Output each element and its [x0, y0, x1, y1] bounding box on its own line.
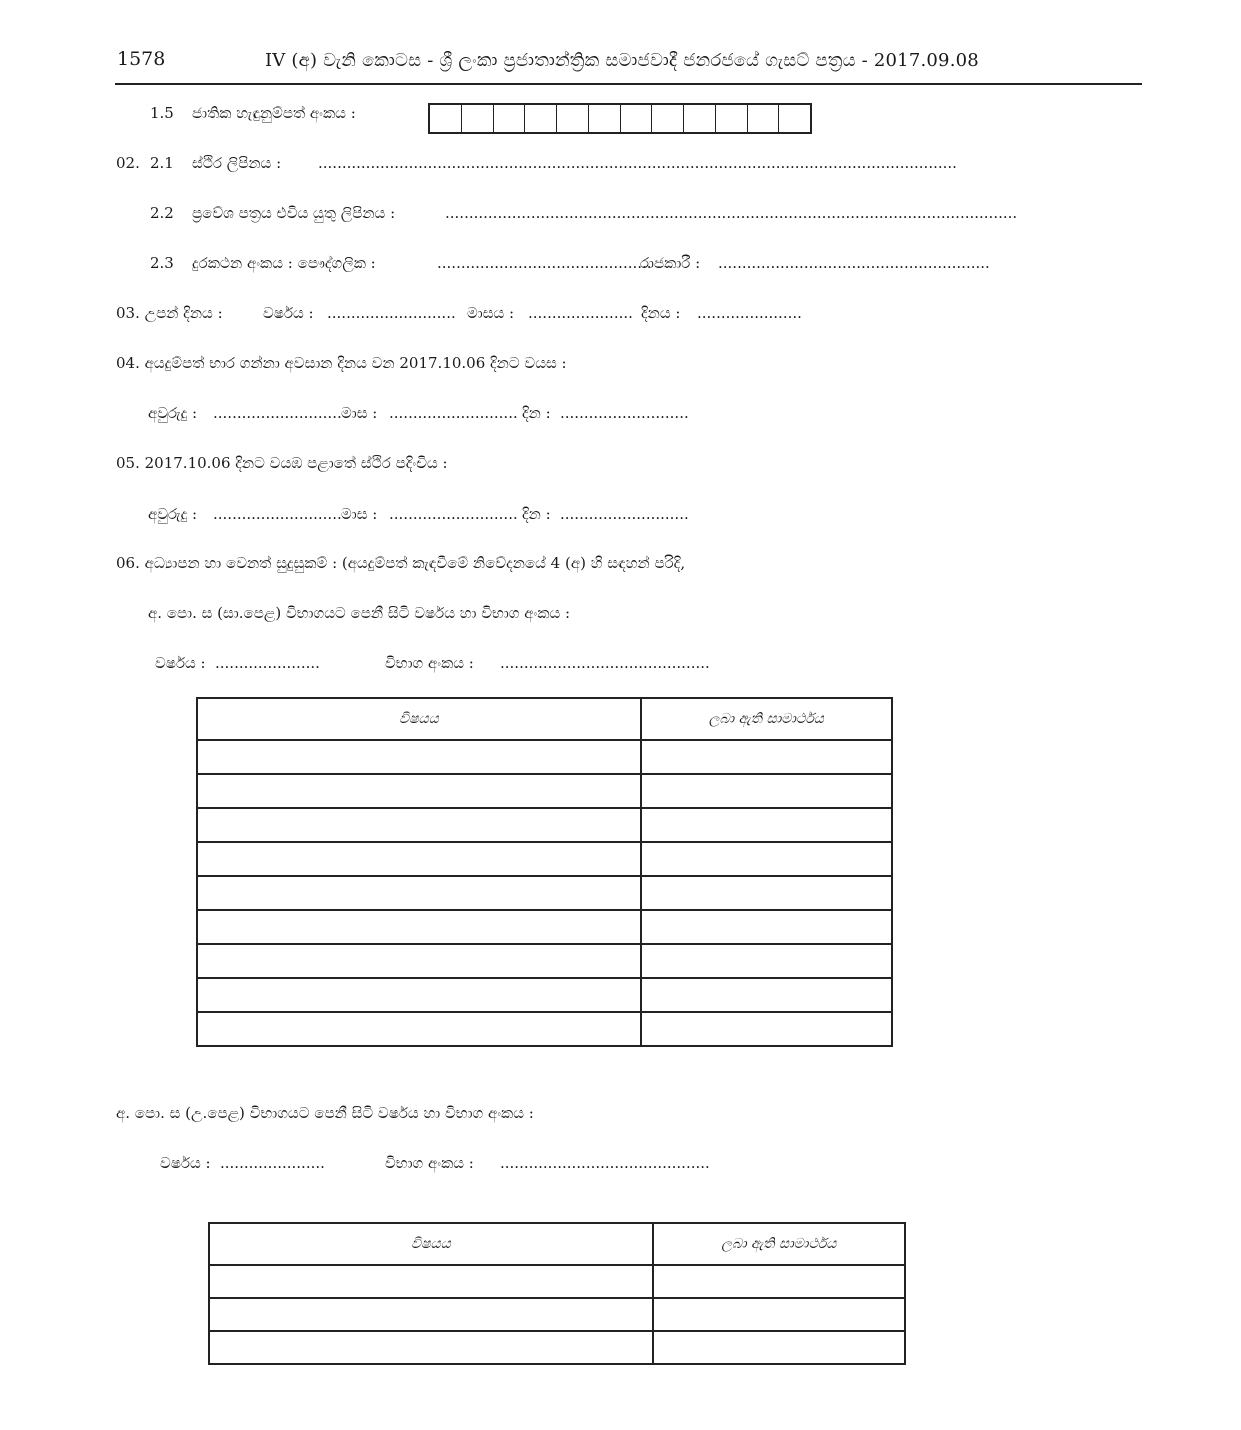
admission-address-label: ප්‍රවේශ පත්‍රය එවිය යුතු ලිපිනය :: [192, 204, 396, 222]
subject-column-header: විෂයය: [209, 1223, 653, 1265]
nic-box[interactable]: [557, 105, 589, 132]
dob-year-field[interactable]: ...........................: [327, 304, 456, 322]
table-row: [197, 740, 892, 774]
table-row: [197, 876, 892, 910]
gazette-header-title: IV (අ) වැනි කොටස - ශ්‍රී ලංකා ප්‍රජාතාන්ත්‍රික සමාජවාදී ජනරජයේ ගැසට් පත්‍රය - 2017.09.08: [265, 50, 979, 71]
nic-number-boxes[interactable]: [428, 103, 812, 134]
ol-index-field[interactable]: ............................................: [500, 654, 710, 672]
grade-cell[interactable]: [653, 1265, 905, 1298]
table-row: [197, 910, 892, 944]
grade-cell[interactable]: [653, 1331, 905, 1364]
item-2-3-number: 2.3: [150, 254, 174, 272]
nic-box[interactable]: [621, 105, 653, 132]
residence-days-field[interactable]: ...........................: [560, 505, 689, 523]
nic-box[interactable]: [494, 105, 526, 132]
al-exam-line: අ. පො. ස (උ.පෙළ) විභාගයට පෙනී සිටි වර්ෂය හා විභාග අංකය :: [116, 1104, 534, 1122]
nic-box[interactable]: [430, 105, 462, 132]
age-years-label: අවුරුදු :: [148, 404, 198, 422]
subject-cell[interactable]: [197, 740, 641, 774]
subject-cell[interactable]: [197, 774, 641, 808]
dob-label: 03. උපන් දිනය :: [116, 304, 223, 322]
dob-month-field[interactable]: ......................: [528, 304, 633, 322]
residence-years-label: අවුරුදු :: [148, 505, 198, 523]
grade-column-header: ලබා ඇති සාමාර්ථය: [653, 1223, 905, 1265]
table-row: [197, 842, 892, 876]
al-index-field[interactable]: ............................................: [500, 1154, 710, 1172]
subject-cell[interactable]: [209, 1265, 653, 1298]
nic-box[interactable]: [525, 105, 557, 132]
table-row: [209, 1298, 905, 1331]
dob-day-label: දිනය :: [641, 304, 681, 322]
page-number: 1578: [117, 48, 166, 70]
grade-cell[interactable]: [641, 1012, 892, 1046]
age-label: 04. අයදුම්පත් භාර ගන්නා අවසාන දිනය වන 2017.10.06 දිනට වයස :: [116, 354, 567, 372]
age-days-field[interactable]: ...........................: [560, 404, 689, 422]
age-months-field[interactable]: ...........................: [389, 404, 518, 422]
table-row: [209, 1331, 905, 1364]
admission-address-field[interactable]: ........................................................................................................................: [445, 204, 1018, 222]
grade-column-header: ලබා ඇති සාමාර්ථය: [641, 698, 892, 740]
dob-month-label: මාසය :: [467, 304, 515, 322]
education-label: 06. අධ්‍යාපන හා වෙනත් සුදුසුකම් : (අයදුම්පත් කැඳවීමේ නිවේදනයේ 4 (අ) හි සඳහන් පරිදි,: [116, 554, 686, 572]
table-row: [197, 1012, 892, 1046]
al-results-table: [208, 1222, 906, 1365]
table-row: [197, 944, 892, 978]
table-header-row: [197, 698, 892, 740]
nic-box[interactable]: [589, 105, 621, 132]
nic-box[interactable]: [462, 105, 494, 132]
nic-box[interactable]: [684, 105, 716, 132]
nic-label: ජාතික හැඳුනුම්පත් අංකය :: [192, 104, 356, 122]
table-row: [209, 1265, 905, 1298]
subject-cell[interactable]: [197, 978, 641, 1012]
item-2-1-number: 2.1: [150, 154, 174, 172]
permanent-address-label: ස්ථිර ලිපිනය :: [192, 154, 282, 172]
ol-year-field[interactable]: ......................: [215, 654, 320, 672]
subject-cell[interactable]: [197, 910, 641, 944]
age-days-label: දින :: [522, 404, 551, 422]
phone-office-label: රාජකාරී :: [640, 254, 701, 272]
phone-personal-field[interactable]: .............................................: [437, 254, 652, 272]
ol-year-label: වර්ෂය :: [155, 654, 206, 672]
nic-box[interactable]: [779, 105, 810, 132]
grade-cell[interactable]: [641, 944, 892, 978]
residence-days-label: දින :: [522, 505, 551, 523]
table-header-row: [209, 1223, 905, 1265]
grade-cell[interactable]: [641, 978, 892, 1012]
grade-cell[interactable]: [641, 808, 892, 842]
table-row: [197, 978, 892, 1012]
item-1-5-number: 1.5: [150, 104, 174, 122]
dob-day-field[interactable]: ......................: [697, 304, 802, 322]
phone-office-field[interactable]: .........................................................: [718, 254, 990, 272]
al-year-label: වර්ෂය :: [160, 1154, 211, 1172]
age-months-label: මාස :: [341, 404, 378, 422]
residence-months-label: මාස :: [341, 505, 378, 523]
permanent-address-field[interactable]: ......................................................................................................................................: [318, 154, 957, 172]
subject-cell[interactable]: [197, 842, 641, 876]
header-divider: [115, 83, 1142, 85]
ol-exam-line: අ. පො. ස (සා.පෙළ) විභාගයට පෙනී සිටි වර්ෂය හා විභාග අංකය :: [148, 604, 571, 622]
ol-results-table: [196, 697, 893, 1047]
nic-box[interactable]: [652, 105, 684, 132]
age-years-field[interactable]: ...........................: [213, 404, 342, 422]
grade-cell[interactable]: [641, 774, 892, 808]
dob-year-label: වර්ෂය :: [263, 304, 314, 322]
subject-cell[interactable]: [197, 1012, 641, 1046]
al-year-field[interactable]: ......................: [220, 1154, 325, 1172]
grade-cell[interactable]: [641, 876, 892, 910]
subject-cell[interactable]: [197, 808, 641, 842]
subject-cell[interactable]: [197, 944, 641, 978]
residence-years-field[interactable]: ...........................: [213, 505, 342, 523]
grade-cell[interactable]: [653, 1298, 905, 1331]
al-index-label: විභාග අංකය :: [385, 1154, 474, 1172]
item-2-number: 02.: [116, 154, 140, 172]
subject-cell[interactable]: [209, 1298, 653, 1331]
subject-cell[interactable]: [197, 876, 641, 910]
nic-box[interactable]: [748, 105, 780, 132]
ol-index-label: විභාග අංකය :: [385, 654, 474, 672]
residence-months-field[interactable]: ...........................: [389, 505, 518, 523]
subject-column-header: විෂයය: [197, 698, 641, 740]
grade-cell[interactable]: [641, 910, 892, 944]
grade-cell[interactable]: [641, 740, 892, 774]
subject-cell[interactable]: [209, 1331, 653, 1364]
table-row: [197, 774, 892, 808]
phone-personal-label: දුරකථන අංකය : පෞද්ගලික :: [192, 254, 376, 272]
item-2-2-number: 2.2: [150, 204, 174, 222]
table-row: [197, 808, 892, 842]
grade-cell[interactable]: [641, 842, 892, 876]
residence-label: 05. 2017.10.06 දිනට වයඹ පළාතේ ස්ථිර පදිංචිය :: [116, 454, 448, 472]
nic-box[interactable]: [716, 105, 748, 132]
